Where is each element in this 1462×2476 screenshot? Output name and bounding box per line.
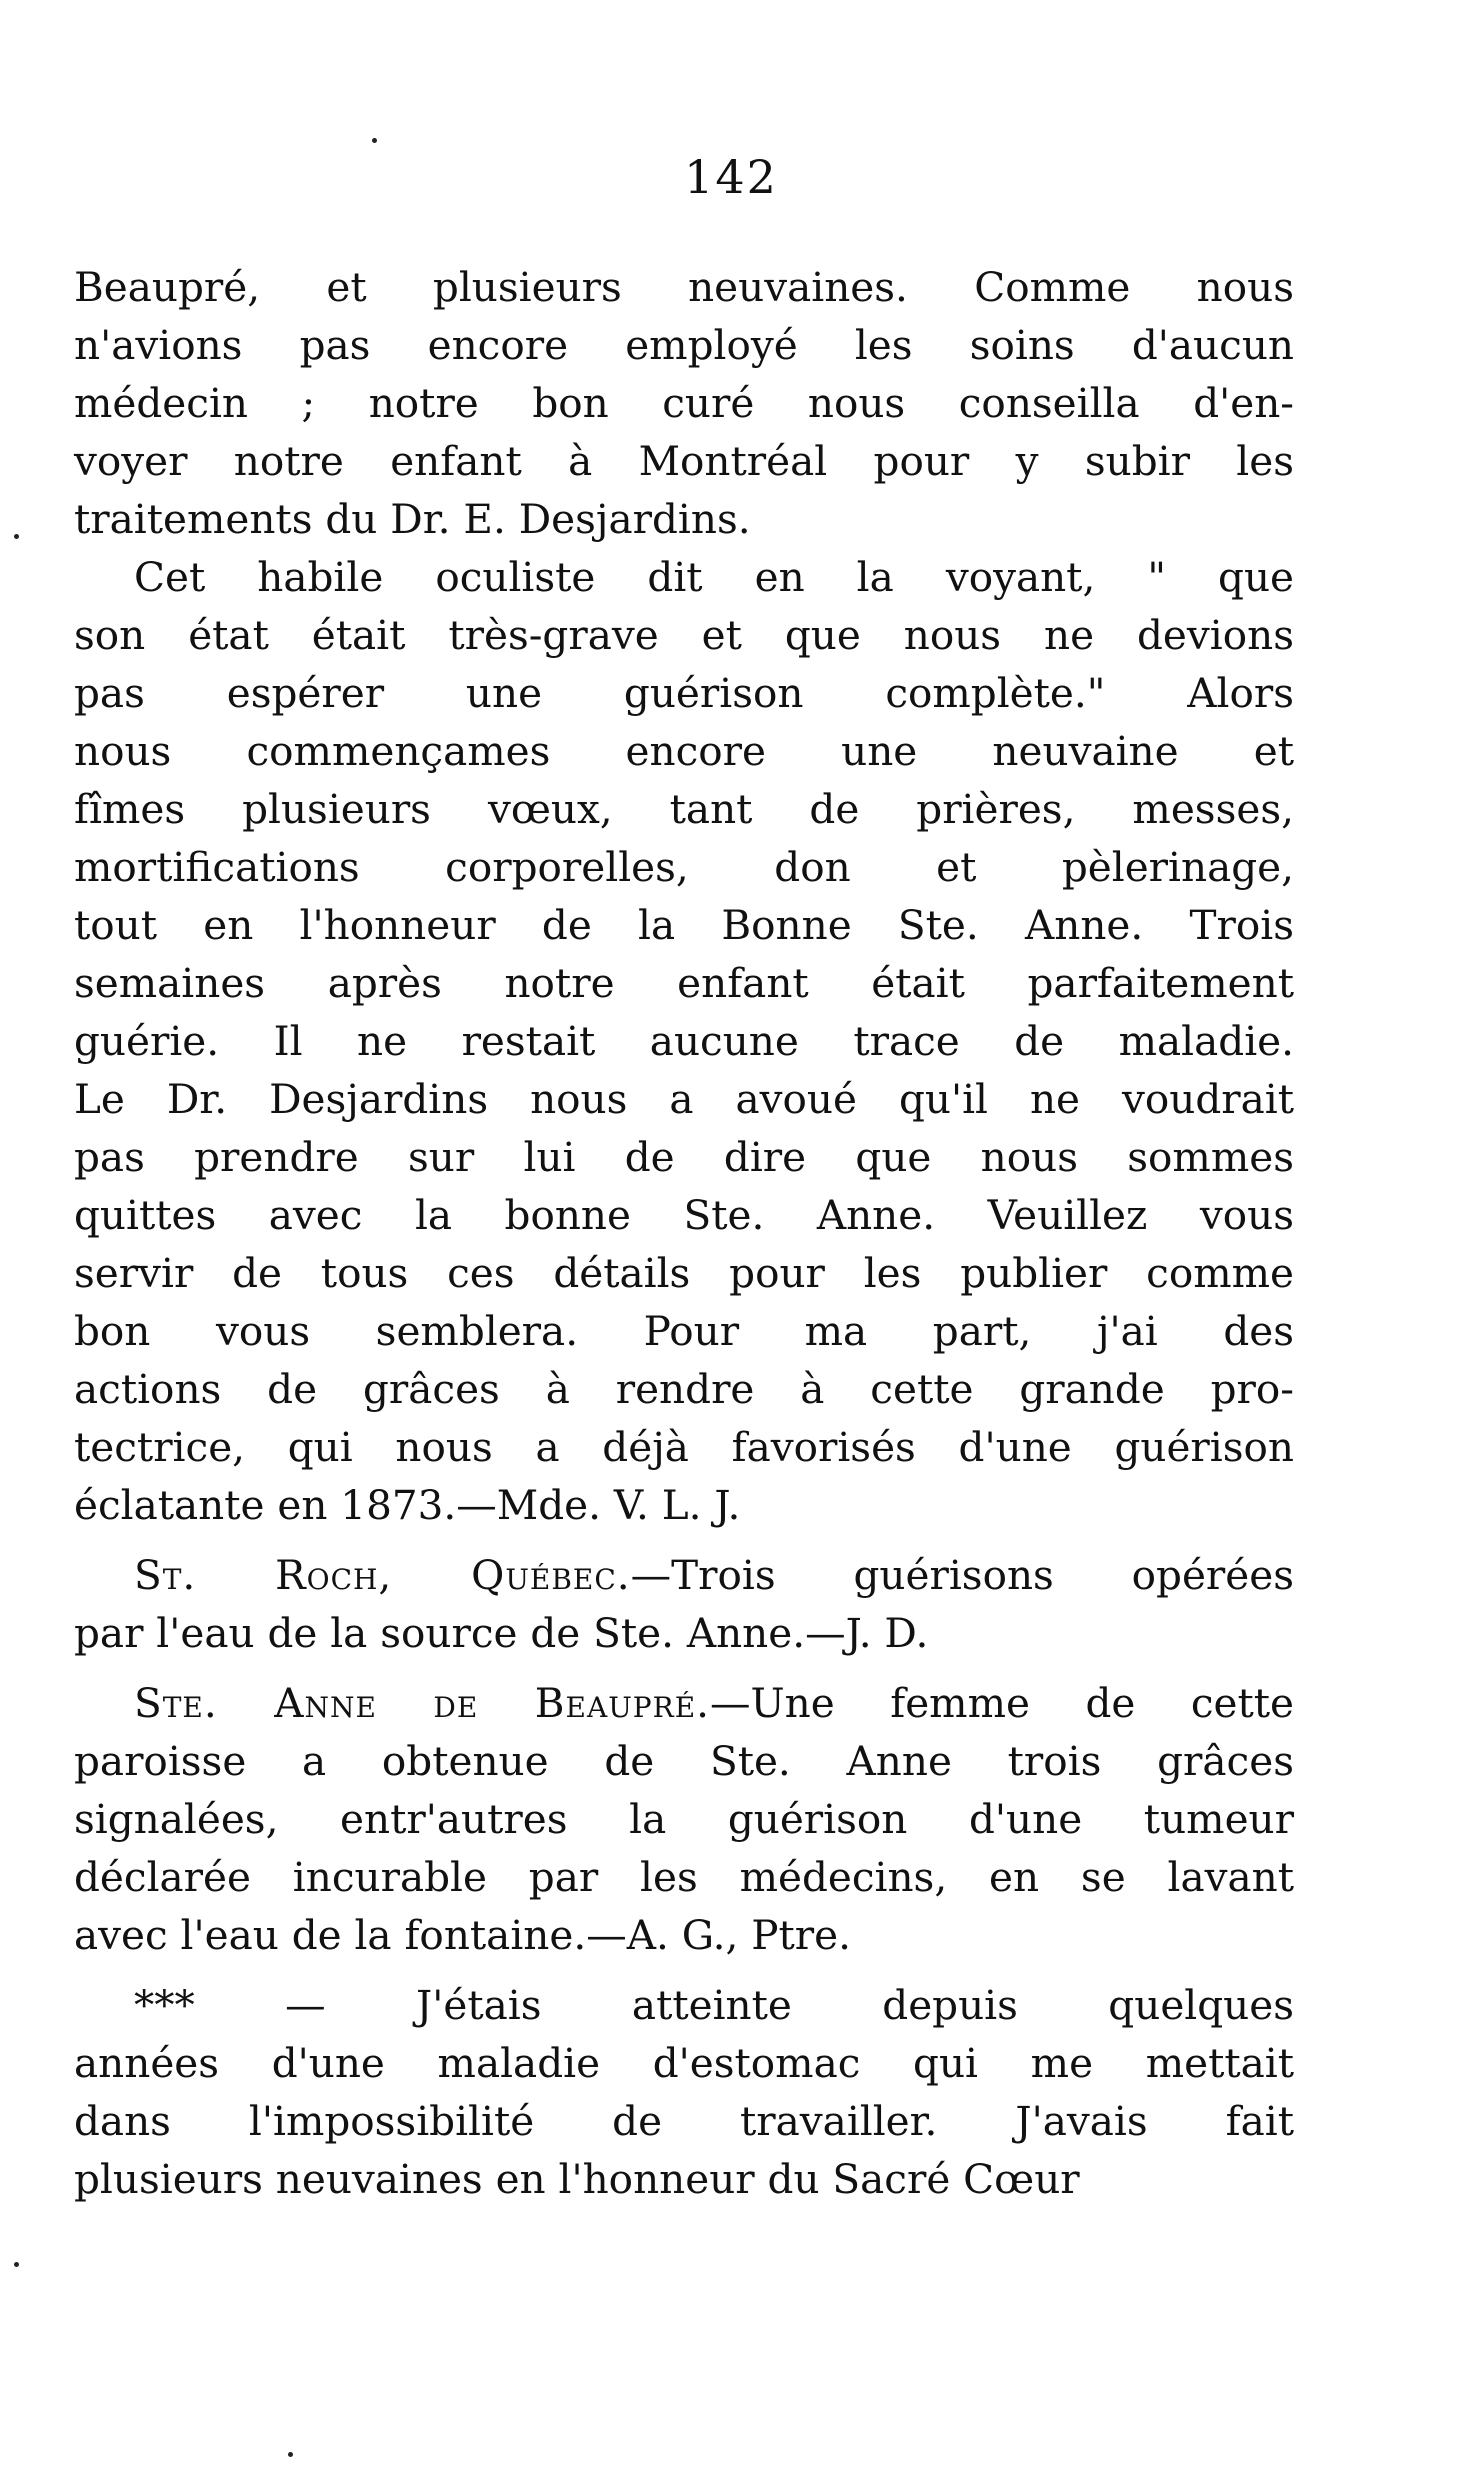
text-line: n'avions pas encore employé les soins d'aucun <box>74 321 1294 369</box>
text-line: tectrice, qui nous a déjà favorisés d'une guérison <box>74 1423 1294 1471</box>
text-line: fîmes plusieurs vœux, tant de prières, messes, <box>74 785 1294 833</box>
text-line: tout en l'honneur de la Bonne Ste. Anne. Trois <box>74 901 1294 949</box>
section-heading: St. Roch, Québec. <box>134 1551 631 1599</box>
text-line: avec l'eau de la fontaine.—A. G., Ptre. <box>74 1911 851 1959</box>
text-line <box>74 1546 1294 1604</box>
page-text <box>74 258 1294 2208</box>
text-line: *** — J'étais atteinte depuis quelques <box>134 1981 1294 2029</box>
text-line: voyer notre enfant à Montréal pour y subir les <box>74 437 1294 485</box>
text-line: semaines après notre enfant était parfaitement <box>74 959 1294 1007</box>
scan-speck <box>14 2262 19 2267</box>
scan-speck <box>372 138 377 143</box>
text-line: paroisse a obtenue de Ste. Anne trois grâces <box>74 1737 1294 1785</box>
scan-speck <box>288 2452 293 2457</box>
page-number: 142 <box>684 150 778 204</box>
text-line: plusieurs neuvaines en l'honneur du Sacré Cœur <box>74 2155 1080 2203</box>
paragraph <box>74 1976 1294 2208</box>
text-line: médecin ; notre bon curé nous conseilla d'en- <box>74 379 1294 427</box>
paragraph <box>74 548 1294 1534</box>
text-line: bon vous semblera. Pour ma part, j'ai des <box>74 1307 1294 1355</box>
text-line: Cet habile oculiste dit en la voyant, " que <box>134 553 1294 601</box>
text-line: Le Dr. Desjardins nous a avoué qu'il ne voudrait <box>74 1075 1294 1123</box>
text-line <box>74 1674 1294 1732</box>
text-line: années d'une maladie d'estomac qui me mettait <box>74 2039 1294 2087</box>
text-line: mortifications corporelles, don et pèlerinage, <box>74 843 1294 891</box>
text-line: nous commençames encore une neuvaine et <box>74 727 1294 775</box>
text-line: déclarée incurable par les médecins, en se lavant <box>74 1853 1294 1901</box>
text-line: pas prendre sur lui de dire que nous sommes <box>74 1133 1294 1181</box>
text-line: traitements du Dr. E. Desjardins. <box>74 495 751 543</box>
paragraph <box>74 1546 1294 1662</box>
text-line: actions de grâces à rendre à cette grande pro- <box>74 1365 1294 1413</box>
text-line: signalées, entr'autres la guérison d'une tumeur <box>74 1795 1294 1843</box>
scan-speck <box>14 534 19 539</box>
text-line: servir de tous ces détails pour les publier comme <box>74 1249 1294 1297</box>
text-line: guérie. Il ne restait aucune trace de maladie. <box>74 1017 1294 1065</box>
text-line: dans l'impossibilité de travailler. J'avais fait <box>74 2097 1294 2145</box>
text-fragment: —Trois guérisons opérées <box>630 1551 1294 1599</box>
text-line: quittes avec la bonne Ste. Anne. Veuillez vous <box>74 1191 1294 1239</box>
text-line: pas espérer une guérison complète." Alors <box>74 669 1294 717</box>
paragraph <box>74 258 1294 548</box>
paragraph <box>74 1674 1294 1964</box>
section-heading: Ste. Anne de Beaupré. <box>134 1679 711 1727</box>
text-line: Beaupré, et plusieurs neuvaines. Comme nous <box>74 263 1294 311</box>
text-line: son état était très-grave et que nous ne devions <box>74 611 1294 659</box>
text-line: par l'eau de la source de Ste. Anne.—J. D. <box>74 1609 929 1657</box>
text-line: éclatante en 1873.—Mde. V. L. J. <box>74 1481 741 1529</box>
text-fragment: —Une femme de cette <box>710 1679 1294 1727</box>
